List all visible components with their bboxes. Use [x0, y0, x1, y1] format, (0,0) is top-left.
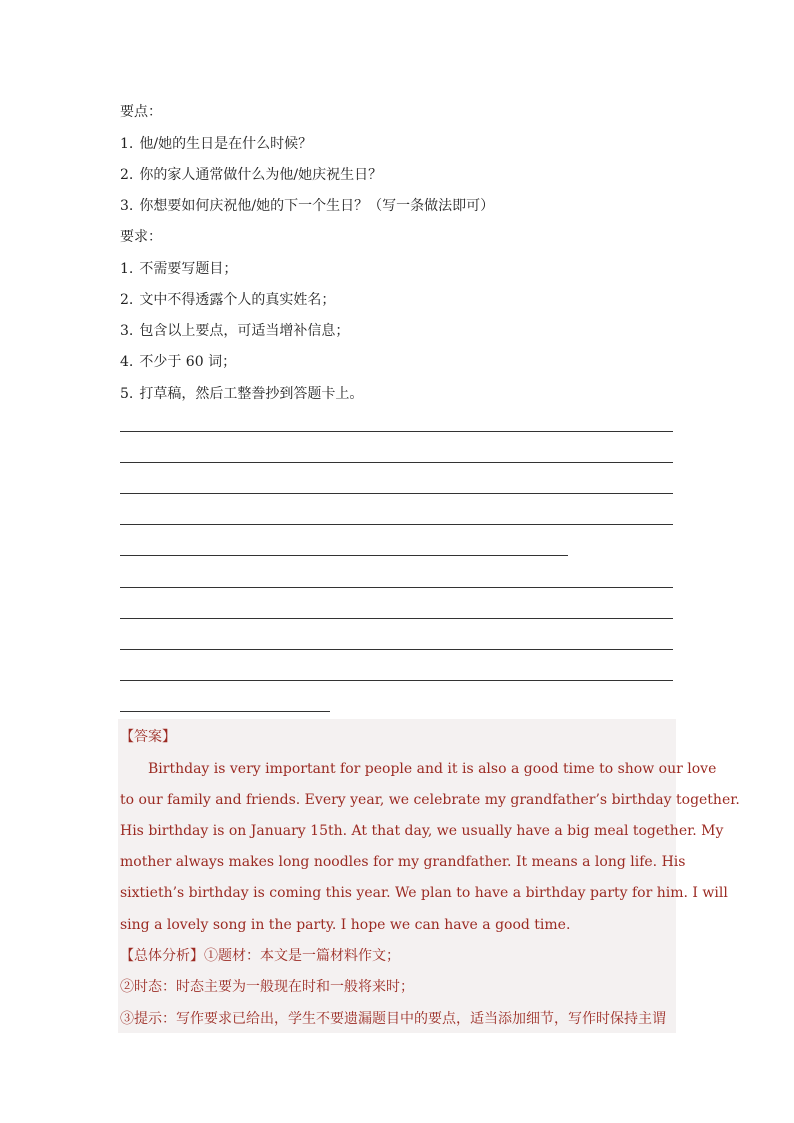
- requirement-item-4: [120, 352, 236, 372]
- point-item-3: [120, 196, 494, 216]
- writing-line: [120, 618, 673, 619]
- analysis-label: 【总体分析】: [120, 948, 204, 964]
- writing-line: [120, 680, 673, 681]
- essay-line: to our family and friends. Every year, we celebrate my grandfather’s birthday together.: [120, 792, 740, 808]
- writing-line: [120, 649, 673, 650]
- requirement-item-2: [120, 290, 335, 310]
- points-heading: 要点：: [120, 104, 162, 120]
- point-number: 1.: [120, 136, 134, 152]
- essay-line: Birthday is very important for people and it is also a good time to show our love: [148, 761, 717, 777]
- essay-line: His birthday is on January 15th. At that day, we usually have a big meal together. My: [120, 823, 724, 839]
- writing-line: [120, 711, 330, 712]
- requirements-heading: 要求：: [120, 229, 162, 245]
- writing-line: [120, 555, 568, 556]
- answer-label: 【答案】: [120, 729, 176, 745]
- analysis-line-2: ②时态：时态主要为一般现在时和一般将来时；: [120, 979, 414, 995]
- requirement-number: 3.: [120, 323, 134, 339]
- analysis-line-1: [120, 946, 400, 966]
- requirement-item-1: [120, 259, 237, 279]
- analysis-text: ①题材：本文是一篇材料作文；: [204, 948, 400, 964]
- essay-line: sixtieth’s birthday is coming this year. We plan to have a birthday party for him. I will: [120, 885, 728, 901]
- requirement-text: 不需要写题目；: [139, 261, 238, 277]
- writing-line: [120, 524, 673, 525]
- point-text: 你想要如何庆祝他/她的下一个生日？（写一条做法即可）: [139, 198, 495, 214]
- analysis-line-3: ③提示：写作要求已给出，学生不要遗漏题目中的要点，适当添加细节，写作时保持主谓: [120, 1011, 666, 1027]
- point-text: 他/她的生日是在什么时候？: [139, 136, 313, 152]
- point-text: 你的家人通常做什么为他/她庆祝生日？: [139, 167, 383, 183]
- point-item-1: [120, 134, 312, 154]
- requirement-item-5: [120, 384, 363, 404]
- requirement-text: 文中不得透露个人的真实姓名；: [139, 292, 336, 308]
- requirement-text: 包含以上要点，可适当增补信息；: [139, 323, 350, 339]
- point-number: 3.: [120, 198, 134, 214]
- point-item-2: [120, 165, 382, 185]
- essay-line: sing a lovely song in the party. I hope we can have a good time.: [120, 917, 571, 933]
- writing-line: [120, 493, 673, 494]
- writing-line: [120, 462, 673, 463]
- requirement-item-3: [120, 321, 349, 341]
- requirement-number: 4.: [120, 354, 134, 370]
- writing-line: [120, 431, 673, 432]
- writing-line: [120, 587, 673, 588]
- point-number: 2.: [120, 167, 134, 183]
- requirement-text: 不少于 60 词；: [139, 354, 237, 370]
- requirement-number: 5.: [120, 386, 134, 402]
- requirement-text: 打草稿，然后工整誊抄到答题卡上。: [139, 386, 364, 402]
- requirement-number: 2.: [120, 292, 134, 308]
- requirement-number: 1.: [120, 261, 134, 277]
- essay-line: mother always makes long noodles for my grandfather. It means a long life. His: [120, 854, 686, 870]
